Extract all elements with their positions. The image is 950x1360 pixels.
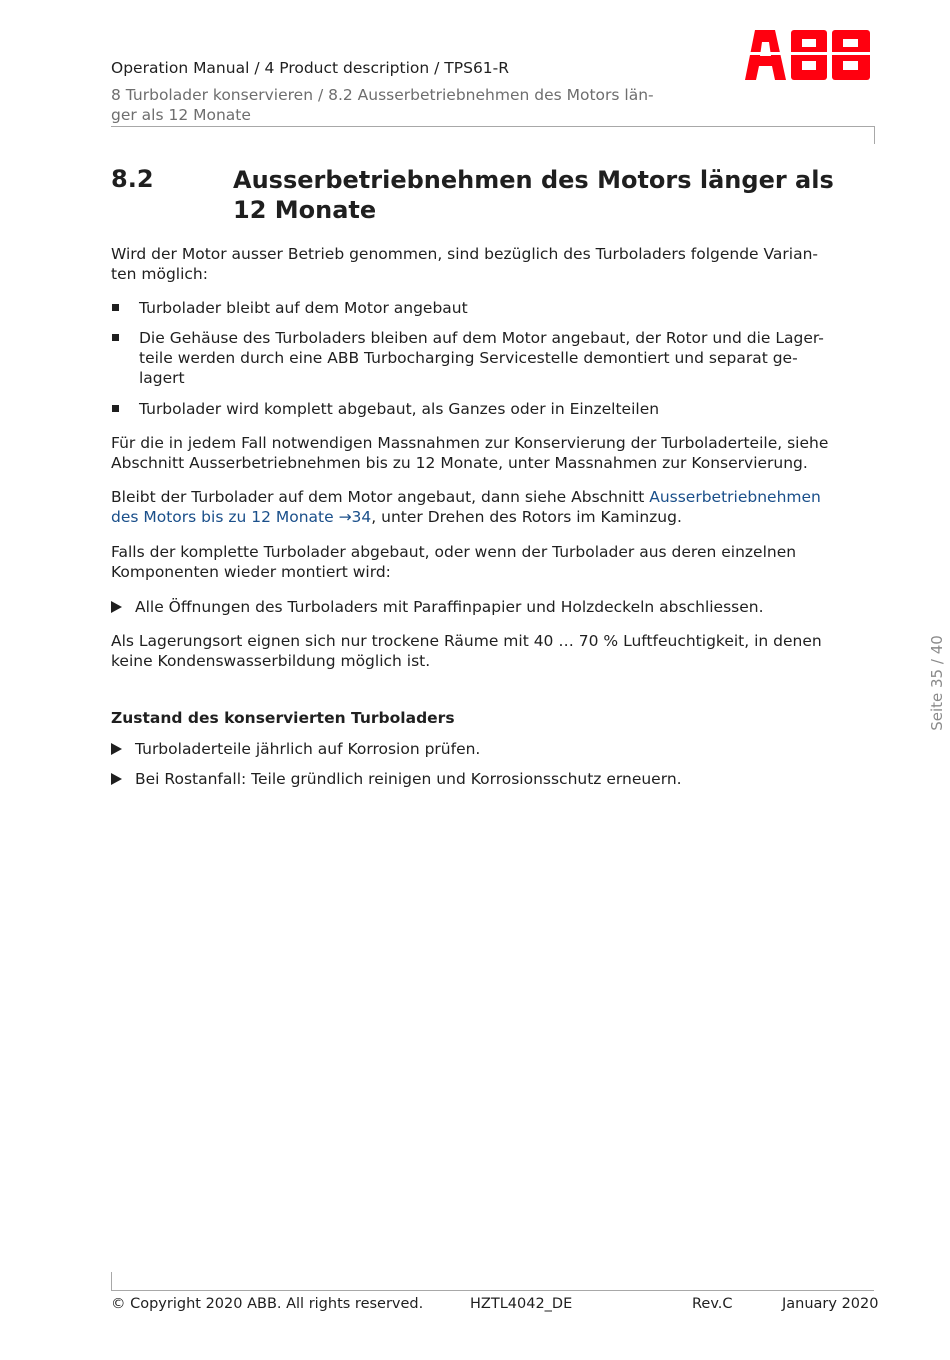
dismantled-paragraph [111,542,876,582]
abb-logo-text: ABB [744,30,747,31]
bullet-text [139,328,869,388]
intro-line1: Wird der Motor ausser Betrieb genommen, sind bezüglich des Turboladers folgende Varian- [111,245,819,263]
footer-document-id: HZTL4042_DE [470,1296,573,1312]
footer-copyright: © Copyright 2020 ABB. All rights reserved. [111,1296,424,1312]
storage-line1: Als Lagerungsort eignen sich nur trockene Räume mit 40 … 70 % Luftfeuchtigkeit, in denen [111,632,822,650]
header-section-path [111,85,711,125]
bullet-text-line: lagert [139,369,185,387]
dismantled-line2: Komponenten wieder montiert wird: [111,563,391,581]
bullet-square-icon [112,334,119,341]
bullet-text: Turbolader wird komplett abgebaut, als Ganzes oder in Einzelteilen [139,400,660,418]
footer-rule [111,1290,874,1291]
instruction-step [111,769,876,789]
bullet-text-line: Die Gehäuse des Turboladers bleiben auf dem Motor angebaut, der Rotor und die Lager- [139,329,824,347]
header-rule-tick [874,126,875,144]
step-text: Bei Rostanfall: Teile gründlich reinigen und Korrosionsschutz erneuern. [135,770,682,788]
bullet-item [111,328,876,388]
storage-line2: keine Kondenswasserbildung möglich ist. [111,652,431,670]
bullet-item [111,399,876,419]
footer-revision: Rev.C [692,1296,733,1312]
step-text: Turboladerteile jährlich auf Korrosion prüfen. [135,740,481,758]
subheading: Zustand des konservierten Turboladers [111,709,455,727]
bullet-square-icon [112,405,119,412]
header-section-path-line1: 8 Turbolader konservieren / 8.2 Ausserbetriebnehmen des Motors län- [111,86,654,104]
intro-line2: ten möglich: [111,265,208,283]
mounted-text-prefix: Bleibt der Turbolader auf dem Motor angebaut, dann siehe Abschnitt [111,488,650,506]
step-arrow-icon [111,743,122,755]
header-breadcrumb: Operation Manual / 4 Product description / TPS61-R [111,59,510,77]
footer-rule-tick [111,1272,112,1290]
cross-reference-link-cont[interactable]: des Motors bis zu 12 Monate →34 [111,508,372,526]
mounted-text-suffix: , unter Drehen des Rotors im Kaminzug. [371,508,682,526]
footer-date: January 2020 [782,1296,879,1312]
bullet-square-icon [112,304,119,311]
intro-paragraph [111,244,876,284]
bullet-text: Turbolader bleibt auf dem Motor angebaut [139,299,468,317]
mounted-paragraph [111,487,876,527]
header-section-path-line2: ger als 12 Monate [111,106,251,124]
step-text: Alle Öffnungen des Turboladers mit Paraffinpapier und Holzdeckeln abschliessen. [135,598,764,616]
dismantled-line1: Falls der komplette Turbolader abgebaut, oder wenn der Turbolader aus deren einzelnen [111,543,797,561]
cross-reference-link[interactable]: Ausserbetriebnehmen [649,488,821,506]
conservation-paragraph [111,433,876,473]
conservation-line1: Für die in jedem Fall notwendigen Massnahmen zur Konservierung der Turboladerteile, siehe [111,434,829,452]
instruction-step [111,597,876,617]
instruction-step [111,739,876,759]
storage-paragraph [111,631,876,671]
section-title-line2: 12 Monate [233,196,377,224]
step-arrow-icon [111,601,122,613]
header-rule [111,126,874,127]
conservation-line2: Abschnitt Ausserbetriebnehmen bis zu 12 Monate, unter Massnahmen zur Konservierung. [111,454,808,472]
bullet-text-line: teile werden durch eine ABB Turbocharging Servicestelle demontiert und separat ge- [139,349,798,367]
section-title-line1: Ausserbetriebnehmen des Motors länger als [233,166,834,194]
bullet-item [111,298,876,318]
section-title [233,165,853,225]
abb-logo [744,30,875,80]
page-number-text: Seite 35 / 40 [928,635,946,731]
page-number-vertical [927,628,947,738]
step-arrow-icon [111,773,122,785]
section-number: 8.2 [111,165,154,193]
